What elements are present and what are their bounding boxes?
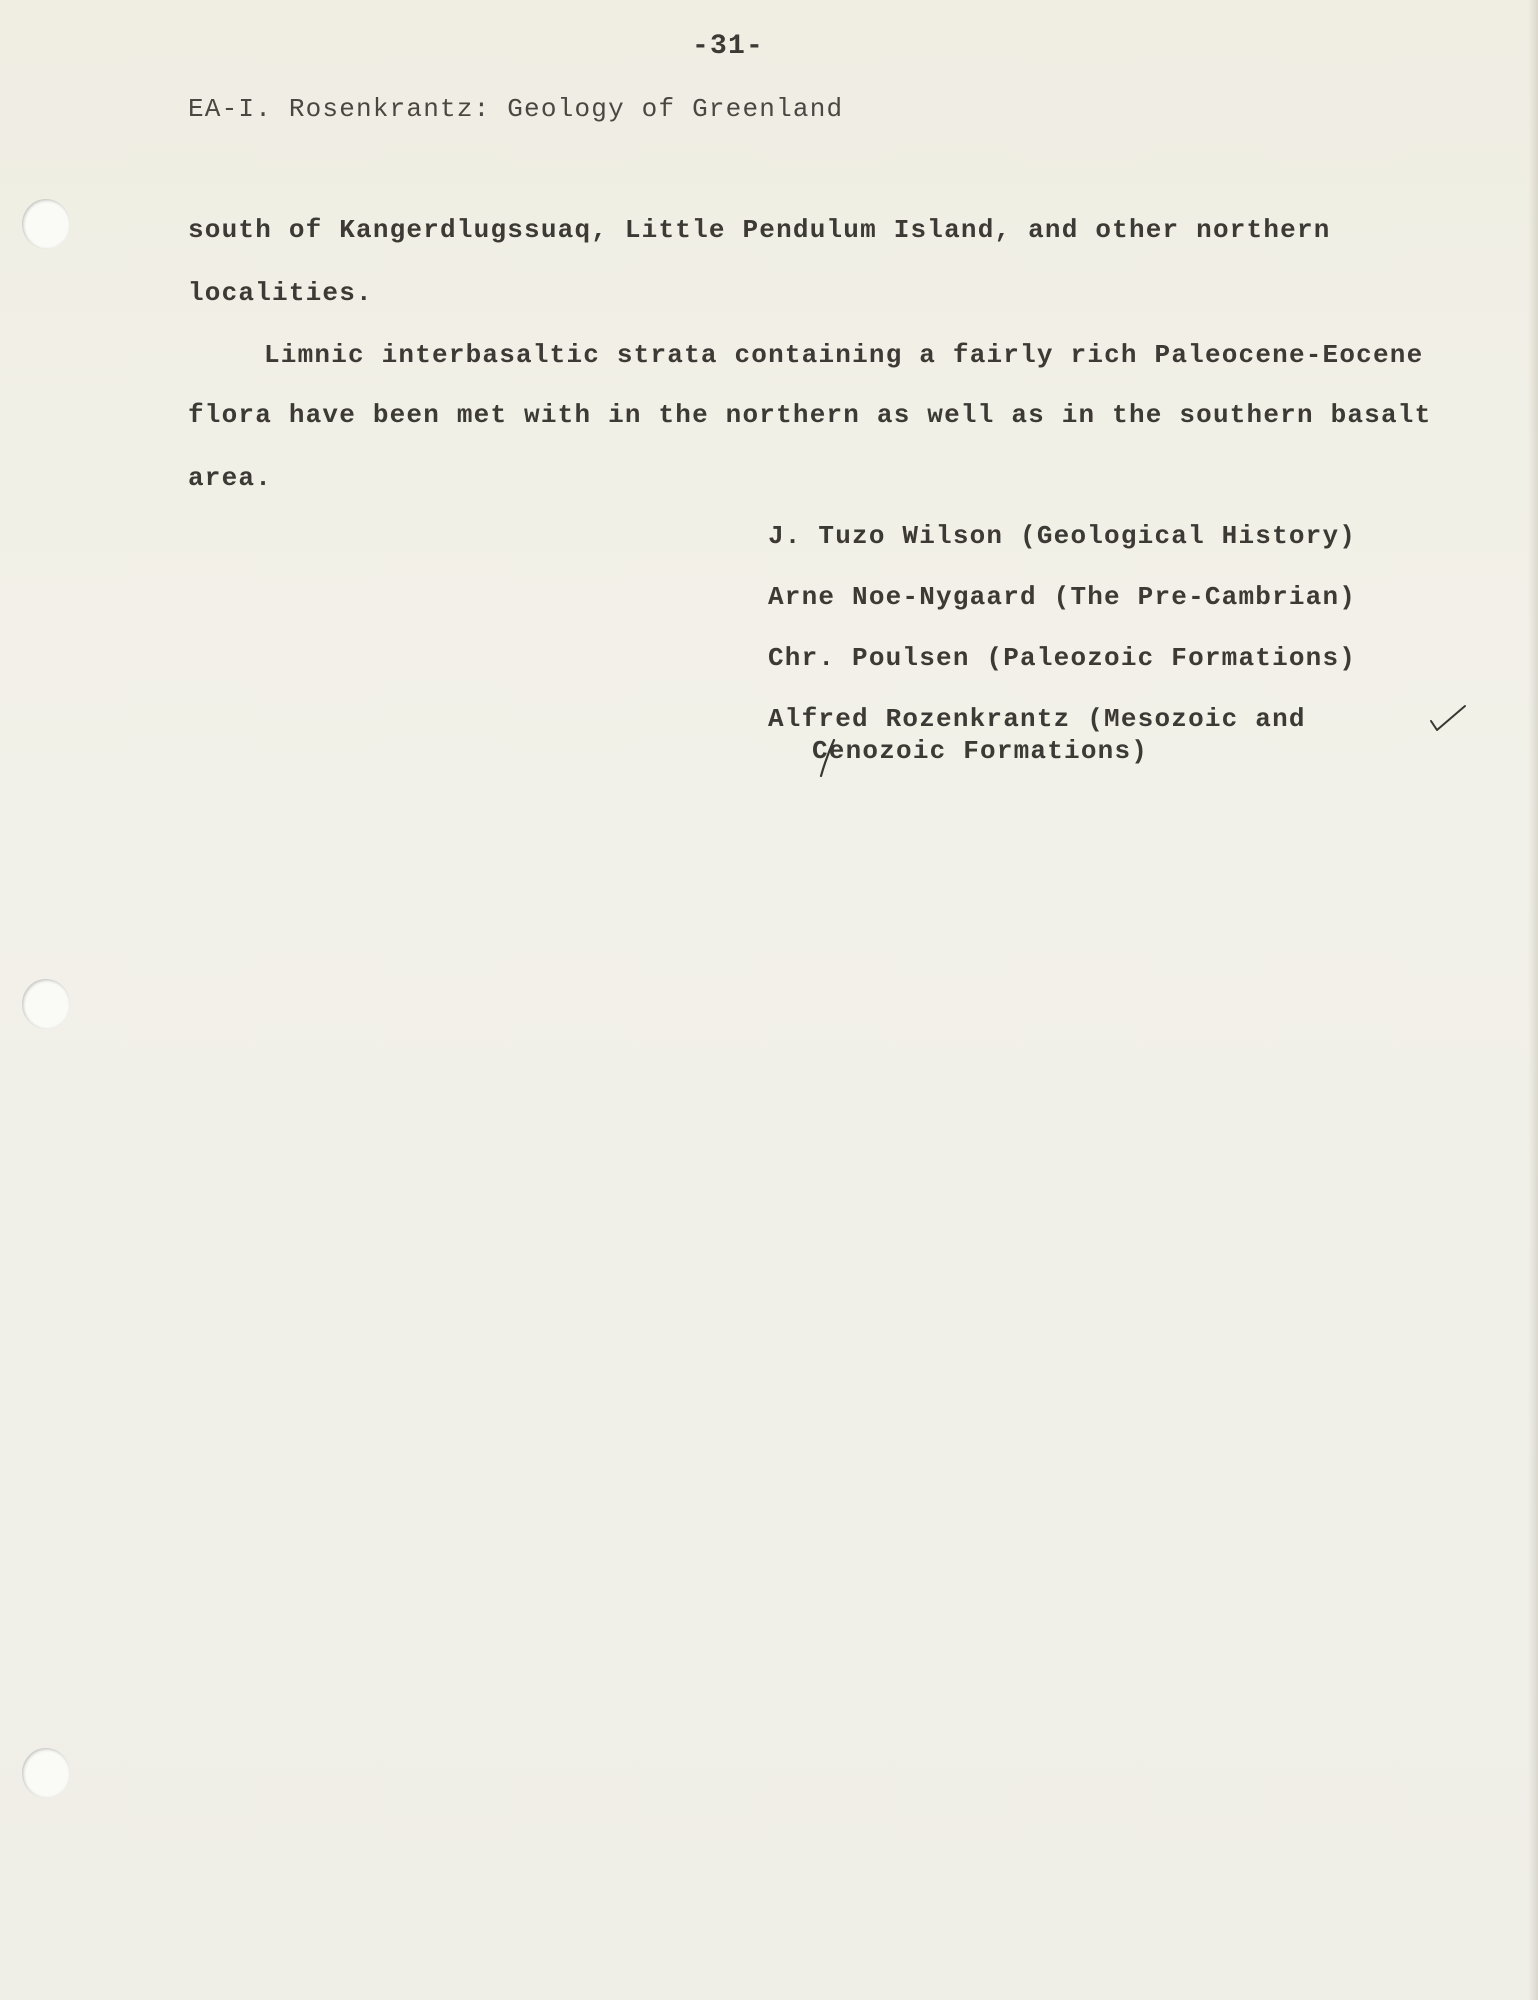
body-line: south of Kangerdlugssuaq, Little Pendulum Island, and other northern — [188, 215, 1331, 245]
document-header: EA-I. Rosenkrantz: Geology of Greenland — [188, 94, 844, 124]
body-line: area. — [188, 463, 273, 493]
author-line: Cenozoic Formations) — [812, 736, 1149, 766]
body-line: Limnic interbasaltic strata containing a fairly rich Paleocene-Eocene — [264, 340, 1424, 370]
punch-hole-middle — [22, 979, 70, 1029]
check-mark-icon — [1428, 702, 1468, 736]
page-edge-shadow — [1528, 0, 1538, 2000]
page-number: -31- — [692, 31, 765, 62]
author-line: Arne Noe-Nygaard (The Pre-Cambrian) — [768, 582, 1357, 612]
author-line: Chr. Poulsen (Paleozoic Formations) — [768, 643, 1357, 673]
punch-hole-bottom — [22, 1748, 70, 1798]
body-line: localities. — [188, 278, 373, 308]
author-line: J. Tuzo Wilson (Geological History) — [768, 521, 1357, 551]
punch-hole-top — [22, 199, 70, 249]
author-line: Alfred Rozenkrantz (Mesozoic and — [768, 704, 1306, 734]
handwritten-correction-stroke — [818, 738, 838, 778]
body-line: flora have been met with in the northern as well as in the southern basalt — [188, 400, 1432, 430]
